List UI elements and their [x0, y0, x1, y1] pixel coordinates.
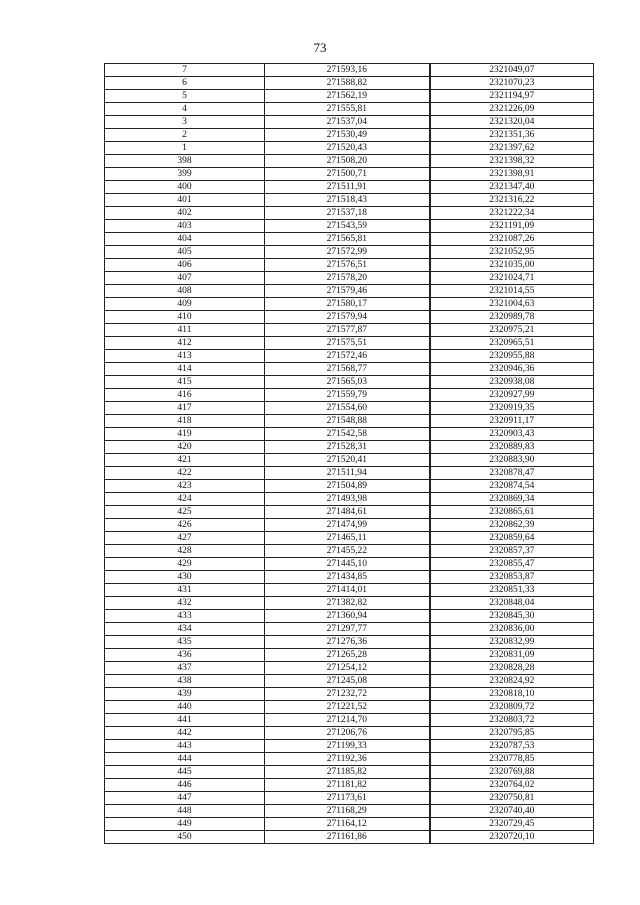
y-coordinate-cell: 2320859,64 [430, 532, 594, 545]
y-coordinate-cell: 2320848,04 [430, 597, 594, 610]
x-coordinate-cell: 271484,61 [265, 506, 430, 519]
table-row [105, 480, 594, 493]
x-coordinate-cell: 271181,82 [265, 779, 430, 792]
table-row [105, 324, 594, 337]
point-number-cell: 438 [105, 675, 265, 688]
table-row [105, 740, 594, 753]
point-number-cell: 401 [105, 194, 265, 207]
y-coordinate-cell: 2320855,47 [430, 558, 594, 571]
y-coordinate-cell: 2320869,34 [430, 493, 594, 506]
table-row [105, 77, 594, 90]
y-coordinate-cell: 2321049,07 [430, 64, 594, 77]
x-coordinate-cell: 271168,29 [265, 805, 430, 818]
y-coordinate-cell: 2320836,00 [430, 623, 594, 636]
x-coordinate-cell: 271206,76 [265, 727, 430, 740]
table-row [105, 727, 594, 740]
point-number-cell: 417 [105, 402, 265, 415]
table-row [105, 181, 594, 194]
point-number-cell: 403 [105, 220, 265, 233]
y-coordinate-cell: 2321004,63 [430, 298, 594, 311]
point-number-cell: 413 [105, 350, 265, 363]
y-coordinate-cell: 2320809,72 [430, 701, 594, 714]
point-number-cell: 423 [105, 480, 265, 493]
point-number-cell: 1 [105, 142, 265, 155]
y-coordinate-cell: 2321320,04 [430, 116, 594, 129]
y-coordinate-cell: 2320831,09 [430, 649, 594, 662]
y-coordinate-cell: 2320832,99 [430, 636, 594, 649]
table-row [105, 753, 594, 766]
point-number-cell: 424 [105, 493, 265, 506]
y-coordinate-cell: 2320778,85 [430, 753, 594, 766]
x-coordinate-cell: 271578,20 [265, 272, 430, 285]
y-coordinate-cell: 2320795,85 [430, 727, 594, 740]
point-number-cell: 433 [105, 610, 265, 623]
table-row [105, 831, 594, 844]
x-coordinate-cell: 271511,94 [265, 467, 430, 480]
x-coordinate-cell: 271164,12 [265, 818, 430, 831]
table-row [105, 610, 594, 623]
y-coordinate-cell: 2321070,23 [430, 77, 594, 90]
table-row [105, 584, 594, 597]
table-row [105, 103, 594, 116]
x-coordinate-cell: 271173,61 [265, 792, 430, 805]
x-coordinate-cell: 271530,49 [265, 129, 430, 142]
y-coordinate-cell: 2321347,40 [430, 181, 594, 194]
table-row [105, 246, 594, 259]
x-coordinate-cell: 271245,08 [265, 675, 430, 688]
y-coordinate-cell: 2320975,21 [430, 324, 594, 337]
y-coordinate-cell: 2320965,51 [430, 337, 594, 350]
point-number-cell: 444 [105, 753, 265, 766]
x-coordinate-cell: 271500,71 [265, 168, 430, 181]
y-coordinate-cell: 2320946,36 [430, 363, 594, 376]
table-row [105, 350, 594, 363]
point-number-cell: 419 [105, 428, 265, 441]
x-coordinate-cell: 271555,81 [265, 103, 430, 116]
table-row [105, 207, 594, 220]
x-coordinate-cell: 271528,31 [265, 441, 430, 454]
x-coordinate-cell: 271579,94 [265, 311, 430, 324]
table-row [105, 90, 594, 103]
x-coordinate-cell: 271543,59 [265, 220, 430, 233]
table-row [105, 506, 594, 519]
table-row [105, 402, 594, 415]
x-coordinate-cell: 271537,18 [265, 207, 430, 220]
y-coordinate-cell: 2320862,39 [430, 519, 594, 532]
table-row [105, 64, 594, 77]
x-coordinate-cell: 271221,52 [265, 701, 430, 714]
table-row [105, 415, 594, 428]
x-coordinate-cell: 271414,01 [265, 584, 430, 597]
x-coordinate-cell: 271199,33 [265, 740, 430, 753]
y-coordinate-cell: 2321191,09 [430, 220, 594, 233]
y-coordinate-cell: 2320911,17 [430, 415, 594, 428]
point-number-cell: 404 [105, 233, 265, 246]
y-coordinate-cell: 2320865,61 [430, 506, 594, 519]
point-number-cell: 448 [105, 805, 265, 818]
y-coordinate-cell: 2320764,02 [430, 779, 594, 792]
table-row [105, 155, 594, 168]
table-row [105, 818, 594, 831]
table-row [105, 337, 594, 350]
y-coordinate-cell: 2320769,88 [430, 766, 594, 779]
y-coordinate-cell: 2321024,71 [430, 272, 594, 285]
x-coordinate-cell: 271520,41 [265, 454, 430, 467]
point-number-cell: 425 [105, 506, 265, 519]
table-row [105, 428, 594, 441]
table-row [105, 298, 594, 311]
point-number-cell: 3 [105, 116, 265, 129]
x-coordinate-cell: 271572,46 [265, 350, 430, 363]
table-row [105, 805, 594, 818]
table-row [105, 701, 594, 714]
y-coordinate-cell: 2320803,72 [430, 714, 594, 727]
x-coordinate-cell: 271542,58 [265, 428, 430, 441]
y-coordinate-cell: 2320750,81 [430, 792, 594, 805]
point-number-cell: 6 [105, 77, 265, 90]
point-number-cell: 450 [105, 831, 265, 844]
point-number-cell: 427 [105, 532, 265, 545]
point-number-cell: 445 [105, 766, 265, 779]
x-coordinate-cell: 271575,51 [265, 337, 430, 350]
y-coordinate-cell: 2320818,10 [430, 688, 594, 701]
point-number-cell: 412 [105, 337, 265, 350]
table-row [105, 142, 594, 155]
y-coordinate-cell: 2320828,28 [430, 662, 594, 675]
point-number-cell: 432 [105, 597, 265, 610]
y-coordinate-cell: 2320889,83 [430, 441, 594, 454]
table-row [105, 493, 594, 506]
point-number-cell: 431 [105, 584, 265, 597]
x-coordinate-cell: 271214,70 [265, 714, 430, 727]
point-number-cell: 399 [105, 168, 265, 181]
coordinates-table [104, 63, 594, 844]
x-coordinate-cell: 271297,77 [265, 623, 430, 636]
table-row [105, 545, 594, 558]
y-coordinate-cell: 2321398,32 [430, 155, 594, 168]
point-number-cell: 430 [105, 571, 265, 584]
x-coordinate-cell: 271455,22 [265, 545, 430, 558]
table-row [105, 467, 594, 480]
point-number-cell: 436 [105, 649, 265, 662]
x-coordinate-cell: 271504,89 [265, 480, 430, 493]
table-row [105, 220, 594, 233]
y-coordinate-cell: 2321052,95 [430, 246, 594, 259]
y-coordinate-cell: 2320989,78 [430, 311, 594, 324]
table-row [105, 532, 594, 545]
table-row [105, 272, 594, 285]
point-number-cell: 421 [105, 454, 265, 467]
table-row [105, 766, 594, 779]
table-row [105, 285, 594, 298]
point-number-cell: 414 [105, 363, 265, 376]
x-coordinate-cell: 271474,99 [265, 519, 430, 532]
table-row [105, 129, 594, 142]
y-coordinate-cell: 2321194,97 [430, 90, 594, 103]
point-number-cell: 416 [105, 389, 265, 402]
x-coordinate-cell: 271565,03 [265, 376, 430, 389]
x-coordinate-cell: 271572,99 [265, 246, 430, 259]
x-coordinate-cell: 271559,79 [265, 389, 430, 402]
y-coordinate-cell: 2320787,53 [430, 740, 594, 753]
table-row [105, 259, 594, 272]
x-coordinate-cell: 271360,94 [265, 610, 430, 623]
page-number: 73 [313, 40, 327, 55]
x-coordinate-cell: 271265,28 [265, 649, 430, 662]
point-number-cell: 437 [105, 662, 265, 675]
y-coordinate-cell: 2321316,22 [430, 194, 594, 207]
table-row [105, 168, 594, 181]
x-coordinate-cell: 271565,81 [265, 233, 430, 246]
y-coordinate-cell: 2321398,91 [430, 168, 594, 181]
x-coordinate-cell: 271434,85 [265, 571, 430, 584]
y-coordinate-cell: 2320927,99 [430, 389, 594, 402]
x-coordinate-cell: 271588,82 [265, 77, 430, 90]
x-coordinate-cell: 271579,46 [265, 285, 430, 298]
table-row [105, 454, 594, 467]
point-number-cell: 449 [105, 818, 265, 831]
point-number-cell: 409 [105, 298, 265, 311]
table-row [105, 194, 594, 207]
point-number-cell: 434 [105, 623, 265, 636]
point-number-cell: 405 [105, 246, 265, 259]
x-coordinate-cell: 271382,82 [265, 597, 430, 610]
x-coordinate-cell: 271576,51 [265, 259, 430, 272]
y-coordinate-cell: 2321087,26 [430, 233, 594, 246]
y-coordinate-cell: 2320729,45 [430, 818, 594, 831]
point-number-cell: 428 [105, 545, 265, 558]
coordinates-table-body [105, 64, 594, 844]
y-coordinate-cell: 2320845,30 [430, 610, 594, 623]
x-coordinate-cell: 271568,77 [265, 363, 430, 376]
x-coordinate-cell: 271192,36 [265, 753, 430, 766]
table-row [105, 675, 594, 688]
point-number-cell: 420 [105, 441, 265, 454]
point-number-cell: 440 [105, 701, 265, 714]
y-coordinate-cell: 2320903,43 [430, 428, 594, 441]
table-row [105, 233, 594, 246]
point-number-cell: 446 [105, 779, 265, 792]
point-number-cell: 406 [105, 259, 265, 272]
point-number-cell: 411 [105, 324, 265, 337]
y-coordinate-cell: 2320720,10 [430, 831, 594, 844]
table-row [105, 688, 594, 701]
y-coordinate-cell: 2320955,88 [430, 350, 594, 363]
x-coordinate-cell: 271493,98 [265, 493, 430, 506]
point-number-cell: 398 [105, 155, 265, 168]
point-number-cell: 447 [105, 792, 265, 805]
table-row [105, 116, 594, 129]
table-row [105, 597, 594, 610]
point-number-cell: 439 [105, 688, 265, 701]
x-coordinate-cell: 271508,20 [265, 155, 430, 168]
y-coordinate-cell: 2320874,54 [430, 480, 594, 493]
y-coordinate-cell: 2321397,62 [430, 142, 594, 155]
point-number-cell: 5 [105, 90, 265, 103]
x-coordinate-cell: 271161,86 [265, 831, 430, 844]
table-row [105, 792, 594, 805]
x-coordinate-cell: 271185,82 [265, 766, 430, 779]
point-number-cell: 422 [105, 467, 265, 480]
table-row [105, 363, 594, 376]
x-coordinate-cell: 271445,10 [265, 558, 430, 571]
x-coordinate-cell: 271537,04 [265, 116, 430, 129]
table-row [105, 311, 594, 324]
y-coordinate-cell: 2320853,87 [430, 571, 594, 584]
point-number-cell: 415 [105, 376, 265, 389]
y-coordinate-cell: 2320851,33 [430, 584, 594, 597]
y-coordinate-cell: 2321014,55 [430, 285, 594, 298]
y-coordinate-cell: 2321222,34 [430, 207, 594, 220]
point-number-cell: 426 [105, 519, 265, 532]
y-coordinate-cell: 2320740,40 [430, 805, 594, 818]
point-number-cell: 4 [105, 103, 265, 116]
table-row [105, 623, 594, 636]
x-coordinate-cell: 271511,91 [265, 181, 430, 194]
y-coordinate-cell: 2321226,09 [430, 103, 594, 116]
x-coordinate-cell: 271554,60 [265, 402, 430, 415]
point-number-cell: 402 [105, 207, 265, 220]
point-number-cell: 2 [105, 129, 265, 142]
point-number-cell: 400 [105, 181, 265, 194]
x-coordinate-cell: 271232,72 [265, 688, 430, 701]
x-coordinate-cell: 271465,11 [265, 532, 430, 545]
x-coordinate-cell: 271254,12 [265, 662, 430, 675]
y-coordinate-cell: 2320857,37 [430, 545, 594, 558]
table-row [105, 662, 594, 675]
table-row [105, 714, 594, 727]
point-number-cell: 429 [105, 558, 265, 571]
table-row [105, 571, 594, 584]
table-row [105, 779, 594, 792]
point-number-cell: 407 [105, 272, 265, 285]
x-coordinate-cell: 271518,43 [265, 194, 430, 207]
point-number-cell: 408 [105, 285, 265, 298]
y-coordinate-cell: 2321035,00 [430, 259, 594, 272]
table-row [105, 376, 594, 389]
point-number-cell: 442 [105, 727, 265, 740]
y-coordinate-cell: 2320878,47 [430, 467, 594, 480]
x-coordinate-cell: 271520,43 [265, 142, 430, 155]
table-row [105, 636, 594, 649]
y-coordinate-cell: 2320824,92 [430, 675, 594, 688]
x-coordinate-cell: 271548,88 [265, 415, 430, 428]
y-coordinate-cell: 2320919,35 [430, 402, 594, 415]
point-number-cell: 410 [105, 311, 265, 324]
x-coordinate-cell: 271562,19 [265, 90, 430, 103]
point-number-cell: 418 [105, 415, 265, 428]
y-coordinate-cell: 2321351,36 [430, 129, 594, 142]
table-row [105, 441, 594, 454]
y-coordinate-cell: 2320938,08 [430, 376, 594, 389]
table-row [105, 558, 594, 571]
y-coordinate-cell: 2320883,90 [430, 454, 594, 467]
x-coordinate-cell: 271580,17 [265, 298, 430, 311]
point-number-cell: 7 [105, 64, 265, 77]
table-row [105, 649, 594, 662]
x-coordinate-cell: 271276,36 [265, 636, 430, 649]
table-row [105, 389, 594, 402]
x-coordinate-cell: 271577,87 [265, 324, 430, 337]
point-number-cell: 441 [105, 714, 265, 727]
x-coordinate-cell: 271593,16 [265, 64, 430, 77]
point-number-cell: 443 [105, 740, 265, 753]
point-number-cell: 435 [105, 636, 265, 649]
table-row [105, 519, 594, 532]
